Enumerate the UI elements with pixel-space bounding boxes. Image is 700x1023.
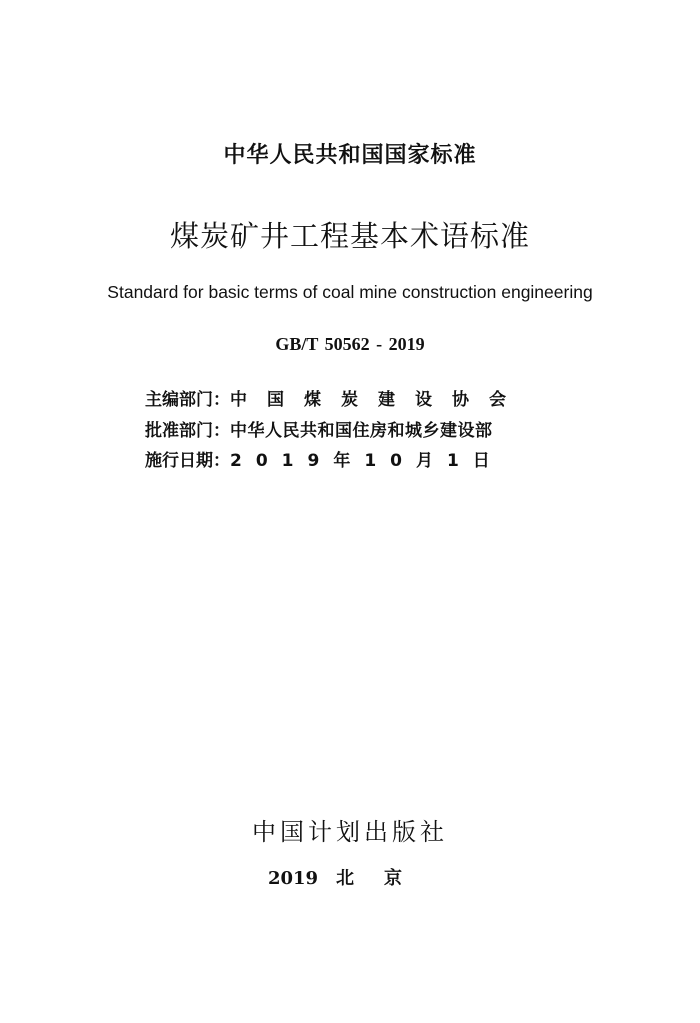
standard-title-chinese: 煤炭矿井工程基本术语标准: [169, 219, 530, 253]
publication-city: 北京: [336, 868, 433, 889]
approver-department-value: 中华人民共和国住房和城乡建设部: [230, 421, 493, 441]
approver-department-label: 批准部门：: [145, 421, 230, 441]
publication-year: 2019: [267, 868, 319, 889]
publisher-name: 中国计划出版社: [252, 818, 448, 846]
standard-code: GB/T 50562 - 2019: [275, 334, 425, 354]
effective-date-value: 2019年10月1日: [230, 451, 504, 471]
national-standard-heading: 中华人民共和国国家标准: [223, 143, 477, 168]
approver-department-row: [145, 416, 493, 441]
editor-department-label: 主编部门：: [145, 390, 230, 410]
editor-department-row: [145, 385, 526, 410]
effective-date-row: [145, 446, 504, 471]
publication-place: [0, 864, 700, 890]
standard-title-english: Standard for basic terms of coal mine construction engineering: [107, 282, 593, 302]
effective-date-label: 施行日期：: [145, 451, 230, 471]
editor-department-value: 中国煤炭建设协会: [230, 390, 526, 410]
